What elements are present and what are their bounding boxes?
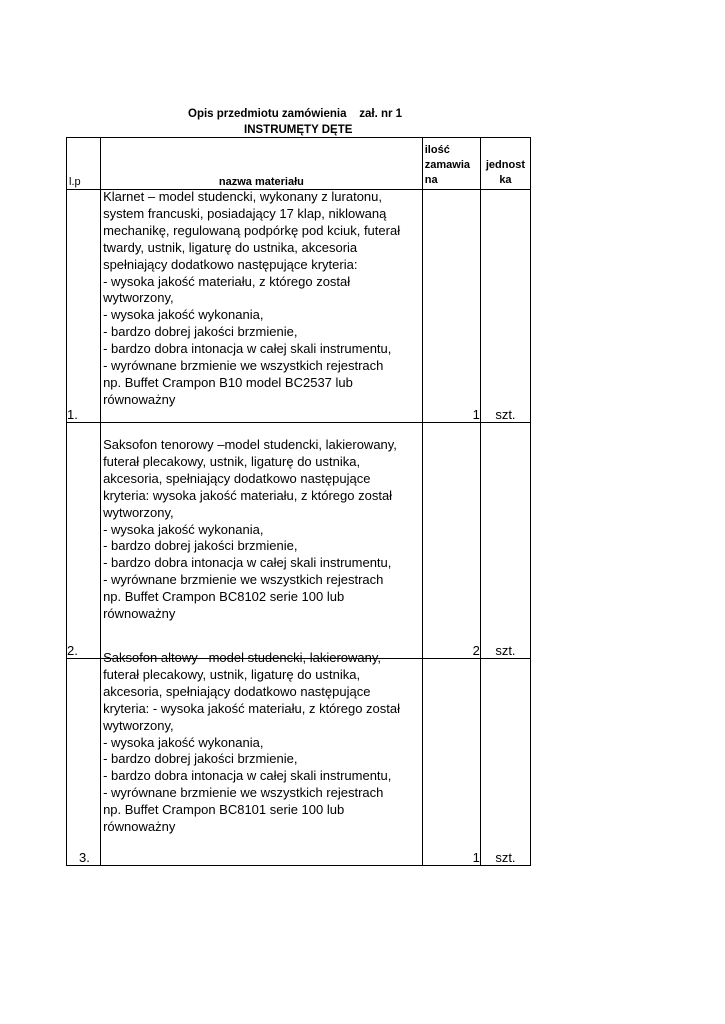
document-title: Opis przedmiotu zamówienia zał. nr 1 [188, 108, 403, 120]
document-subtitle: INSTRUMĘTY DĘTE [244, 124, 353, 136]
row-description-cell [101, 650, 423, 866]
materials-table [66, 137, 531, 866]
column-header-unit-text: jednost ka [485, 159, 525, 186]
row-description-cell [101, 423, 423, 659]
column-header-qty [422, 138, 480, 190]
column-header-unit [480, 138, 530, 190]
row-number: 1. [67, 190, 101, 423]
table-row [67, 190, 531, 423]
row-description: Saksofon altowy –model studencki, lakierowany, futerał plecakowy, ustnik, ligaturę do ustnika, akcesoria, spełniający dodatkowo następujące kryteria: - wysoka jakość materiału, z którego został wytworzony, - wysoka jakość wykonania, - bardzo dobrej jakości brzmienie, - bardzo dobra intonacja w całej skali instrumentu, - wyrównane brzmienie we wszystkich rejestrach np. Buffet Crampon BC8101 serie 100 lub równoważny [103, 650, 400, 835]
row-number: 2. [67, 423, 101, 659]
column-header-qty-text: ilość zamawia na [424, 144, 470, 186]
column-header-name: nazwa materiału [101, 138, 423, 190]
table-row [67, 423, 531, 659]
row-description: Klarnet – model studencki, wykonany z luratonu, system francuski, posiadający 17 klap, niklowaną mechanikę, regulowaną podpórkę pod kciuk, futerał twardy, ustnik, ligaturę do ustnika, akcesoria spełniający dodatkowo następujące kryteria: - wysoka jakość materiału, z którego został wytworzony, - wysoka jakość wykonania, - bardzo dobrej jakości brzmienie, - bardzo dobra intonacja w całej skali instrumentu, - wyrównane brzmienie we wszystkich rejestrach np. Buffet Crampon B10 model BC2537 lub równoważny [103, 189, 401, 407]
table-row [67, 659, 531, 866]
row-unit: szt. [480, 190, 530, 423]
table-header-row [67, 138, 531, 190]
row-unit: szt. [480, 659, 530, 866]
row-quantity: 1 [422, 659, 480, 866]
row-quantity: 2 [422, 423, 480, 659]
row-quantity: 1 [422, 190, 480, 423]
column-header-lp: l.p [67, 138, 101, 190]
row-description-cell [101, 190, 423, 423]
row-unit: szt. [480, 423, 530, 659]
row-description: Saksofon tenorowy –model studencki, lakierowany, futerał plecakowy, ustnik, ligaturę do ustnika, akcesoria, spełniający dodatkowo następujące kryteria: wysoka jakość materiału, z którego został wytworzony, - wysoka jakość wykonania, - bardzo dobrej jakości brzmienie, - bardzo dobra intonacja w całej skali instrumentu, - wyrównane brzmienie we wszystkich rejestrach np. Buffet Crampon BC8102 serie 100 lub równoważny [103, 437, 397, 622]
row-number: 3. [67, 659, 101, 866]
